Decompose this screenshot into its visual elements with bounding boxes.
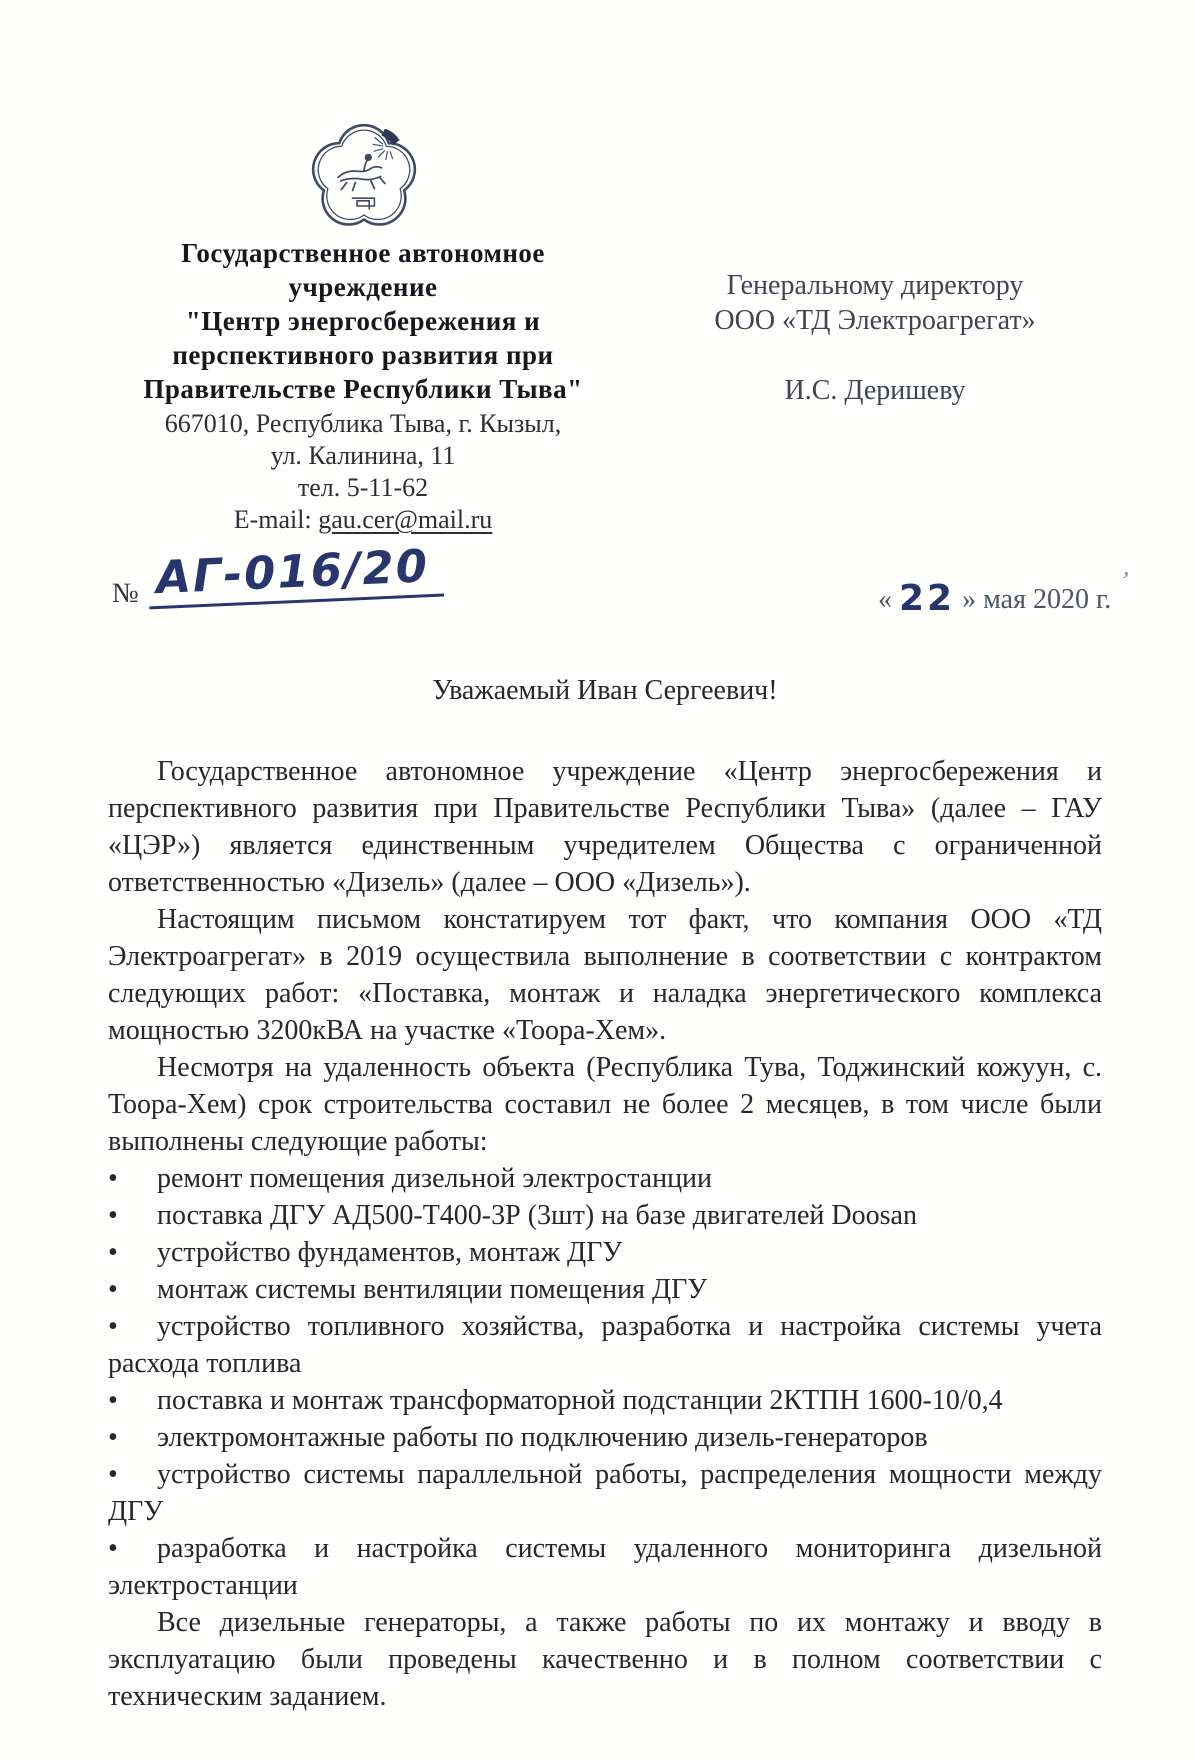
work-item-text: разработка и настройка системы удаленного мониторинга дизельной электростанции: [108, 1533, 1102, 1601]
work-item: [108, 1456, 1102, 1530]
outgoing-number-label: №: [112, 578, 139, 609]
bullet-icon: •: [108, 1459, 118, 1490]
work-item: [108, 1271, 1102, 1308]
work-item-text: монтаж системы вентиляции помещения ДГУ: [157, 1274, 708, 1305]
org-name-line: Правительстве Республики Тыва": [143, 374, 583, 404]
email-line: [98, 504, 628, 536]
bullet-icon: •: [108, 1385, 118, 1416]
paragraph-2: Настоящим письмом констатируем тот факт, что компания ООО «ТД Электроагрегат» в 2019 осуществила выполнение в соответствии с контрактом следующих работ: «Поставка, монтаж и наладка энергетического комплекса мощностью 3200кВА на участке «Тоора-Хем».: [108, 904, 1102, 1046]
work-item: [108, 1160, 1102, 1197]
date-close-quote: »: [962, 584, 977, 615]
email-address: gau.cer@mail.ru: [318, 505, 493, 534]
closing-paragraph: Все дизельные генераторы, а также работы по их монтажу и вводу в эксплуатацию были проведены качественно и в полном соответствии с техническим заданием.: [108, 1607, 1102, 1712]
date-line: [878, 576, 1111, 617]
sender-org-name: [98, 236, 628, 406]
bullet-icon: •: [108, 1533, 118, 1564]
date-month-year: мая 2020 г.: [983, 584, 1112, 615]
date-open-quote: «: [878, 584, 892, 615]
recipient-title: Генеральному директору: [726, 270, 1024, 301]
recipient-name: И.С. Деришеву: [784, 375, 966, 406]
address-line: 667010, Республика Тыва, г. Кызыл,: [164, 409, 562, 438]
bullet-icon: •: [108, 1274, 118, 1305]
work-item: [108, 1234, 1102, 1271]
recipient-block: [700, 268, 1050, 408]
bullet-icon: •: [108, 1237, 118, 1268]
work-item-text: поставка и монтаж трансформаторной подстанции 2КТПН 1600-10/0,4: [157, 1385, 1003, 1416]
salutation: Уважаемый Иван Сергеевич!: [432, 675, 778, 706]
work-item-text: устройство системы параллельной работы, распределения мощности между ДГУ: [108, 1459, 1102, 1527]
bullet-icon: •: [108, 1422, 118, 1453]
tuva-emblem-icon: [303, 120, 425, 226]
date-day-handwritten: 22: [899, 578, 956, 619]
org-name-line: "Центр энергосбережения и: [185, 306, 541, 336]
phone-line: тел. 5-11-62: [297, 473, 429, 502]
work-item: [108, 1197, 1102, 1234]
recipient-company: ООО «ТД Электроагрегат»: [714, 305, 1036, 336]
address-line: ул. Калинина, 11: [270, 441, 456, 470]
bullet-icon: •: [108, 1200, 118, 1231]
org-name-line: Государственное автономное: [181, 238, 545, 268]
paragraph-1: Государственное автономное учреждение «Центр энергосбережения и перспективного развития при Правительстве Республики Тыва» (далее – ГАУ «ЦЭР») является единственным учредителем Общества с ограниченной ответственностью «Дизель» (далее – ООО «Дизель»).: [108, 756, 1102, 898]
work-item-text: устройство топливного хозяйства, разработка и настройка системы учета расхода топлива: [108, 1311, 1102, 1379]
bullet-icon: •: [108, 1163, 118, 1194]
outgoing-number-handwritten: АГ-016/20: [147, 539, 444, 610]
bullet-icon: •: [108, 1311, 118, 1342]
org-name-line: перспективного развития при: [172, 340, 554, 370]
work-item: [108, 1308, 1102, 1382]
email-label: E-mail:: [233, 505, 319, 534]
work-item-text: поставка ДГУ АД500-Т400-3Р (3шт) на базе двигателей Doosan: [157, 1200, 917, 1231]
sender-address: [98, 408, 628, 536]
org-name-line: учреждение: [288, 272, 438, 302]
work-item-text: ремонт помещения дизельной электростанции: [157, 1163, 713, 1194]
work-item: [108, 1530, 1102, 1604]
work-item-text: электромонтажные работы по подключению дизель-генераторов: [157, 1422, 928, 1453]
letter-body: [108, 672, 1102, 1715]
work-item: [108, 1382, 1102, 1419]
work-item: [108, 1419, 1102, 1456]
work-item-text: устройство фундаментов, монтаж ДГУ: [157, 1237, 623, 1268]
works-list: [108, 1160, 1102, 1604]
paragraph-3: Несмотря на удаленность объекта (Республика Тува, Тоджинский кожуун, с. Тоора-Хем) срок строительства составил не более 2 месяцев, в том числе были выполнены следующие работы:: [108, 1052, 1102, 1157]
scan-artifact-mark: ’: [1116, 565, 1133, 596]
